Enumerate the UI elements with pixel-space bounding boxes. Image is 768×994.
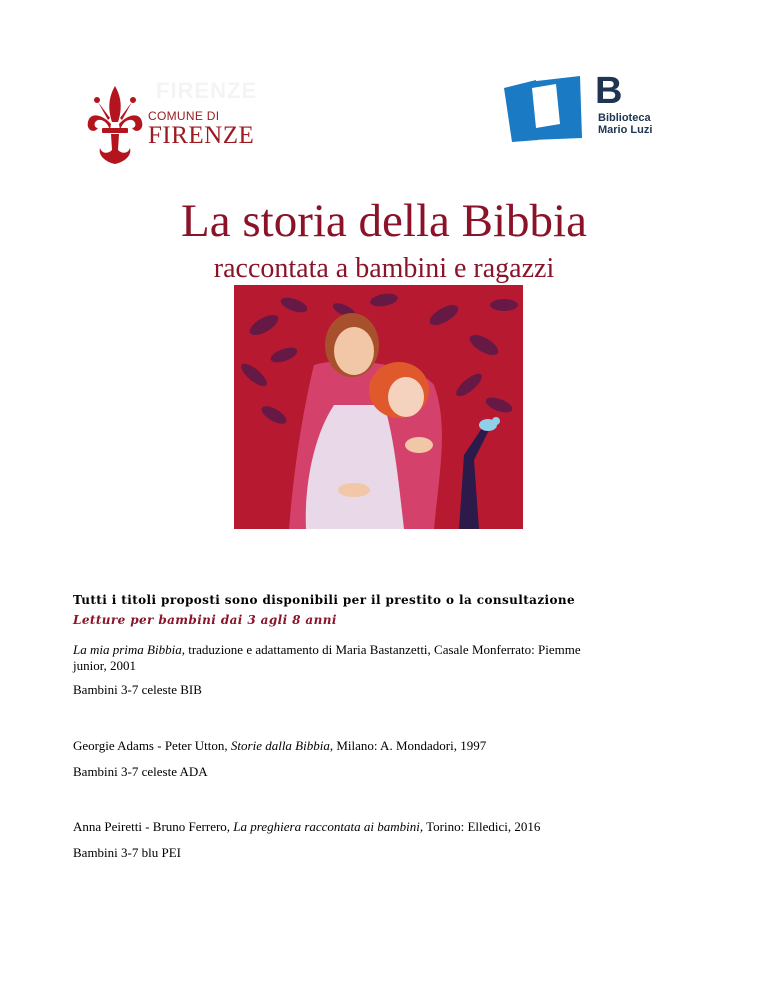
biblioteca-logo — [502, 70, 682, 148]
logo-firenze-text: FIRENZE — [148, 122, 255, 149]
logo-comune-text: COMUNE DI — [148, 109, 220, 123]
book-entry — [73, 738, 693, 754]
logo-library-line1: Biblioteca — [598, 112, 651, 124]
logo-library-name — [598, 112, 652, 136]
book-location: Bambini 3-7 blu PEI — [73, 845, 181, 860]
logo-ghost-text: FIRENZE — [156, 78, 258, 103]
book-title: La mia prima Bibbia, — [73, 642, 185, 657]
book-icon — [502, 74, 592, 148]
book-title: Storie dalla Bibbia — [230, 738, 330, 753]
section-heading: Letture per bambini dai 3 agli 8 anni — [73, 613, 337, 627]
book-entry — [73, 819, 693, 835]
book-location: Bambini 3-7 celeste ADA — [73, 764, 208, 779]
page-title: La storia della Bibbia — [181, 195, 587, 247]
book-authors: Georgie Adams - Peter Utton, — [73, 738, 231, 753]
book-details: , Milano: A. Mondadori, 1997 — [329, 738, 487, 753]
giglio-icon — [84, 84, 146, 166]
book-details: traduzione e adattamento di Maria Bastanzetti, Casale Monferrato: Piemme — [184, 642, 581, 657]
logo-b-letter: B — [595, 70, 623, 112]
comune-firenze-logo — [84, 78, 259, 166]
availability-notice: Tutti i titoli proposti sono disponibili per il prestito o la consultazione — [73, 593, 576, 607]
illustration-image — [234, 285, 523, 529]
book-details-line2: junior, 2001 — [73, 658, 137, 673]
book-details: Torino: Elledici, 2016 — [423, 819, 541, 834]
book-entry — [73, 642, 693, 674]
book-authors: Anna Peiretti - Bruno Ferrero, — [73, 819, 234, 834]
page-subtitle: raccontata a bambini e ragazzi — [213, 253, 555, 284]
book-title: La preghiera raccontata ai bambini, — [233, 819, 424, 834]
logo-library-line2: Mario Luzi — [598, 124, 653, 136]
book-location: Bambini 3-7 celeste BIB — [73, 682, 202, 697]
